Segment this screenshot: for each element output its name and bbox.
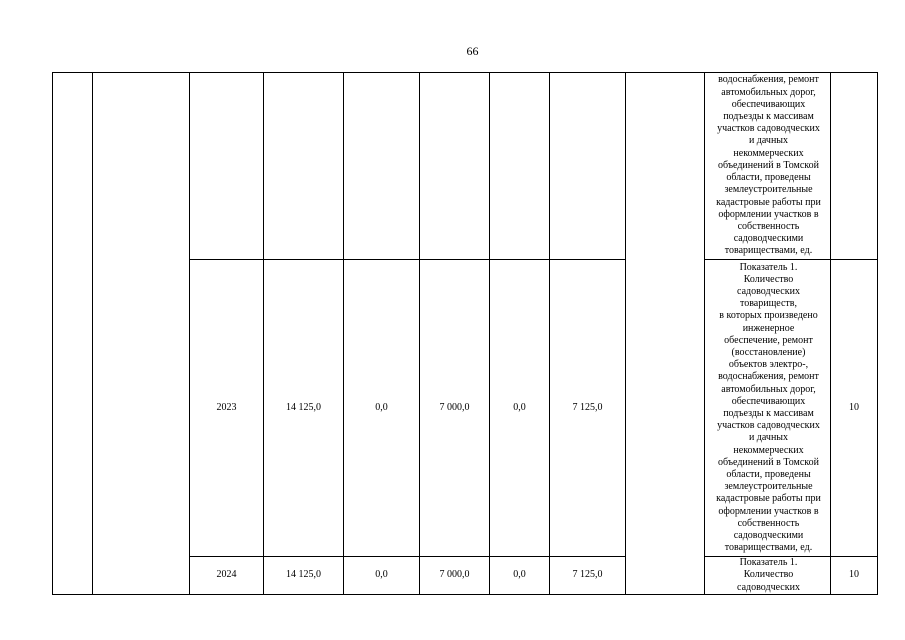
funding-cell: 0,0 [490, 557, 550, 595]
indicator-description: Показатель 1. Количество садоводческих [705, 557, 831, 595]
total-cell: 14 125,0 [264, 557, 344, 595]
funding-cell [420, 73, 490, 260]
funding-cell: 0,0 [490, 260, 550, 557]
indicator-description: водоснабжения, ремонт автомобильных дорог, обеспечивающих подъезды к массивам участков садоводческих и дачных некоммерческих объединений в Томской области, проведены землеустроительные кадастровые работы при оформлении участков в собственность садоводческими товариществами, ед. [705, 73, 831, 260]
funding-cell: 7 125,0 [550, 260, 626, 557]
indicator-description: Показатель 1. Количество садоводческих товариществ, в которых произведено инженерное обеспечение, ремонт (восстановление) объектов электро-, водоснабжения, ремонт автомобильных дорог, обеспечивающих подъезды к массивам участков садоводческих и дачных некоммерческих объединений в Томской области, проведены землеустроительные кадастровые работы при оформлении участков в собственность садоводческими товариществами, ед. [705, 260, 831, 557]
indicator-value [831, 73, 878, 260]
indicator-value: 10 [831, 260, 878, 557]
funding-cell [550, 73, 626, 260]
table-row [53, 73, 878, 260]
total-cell [264, 73, 344, 260]
funding-cell: 7 000,0 [420, 260, 490, 557]
total-cell: 14 125,0 [264, 260, 344, 557]
funding-cell [490, 73, 550, 260]
funding-cell: 0,0 [344, 557, 420, 595]
funding-cell: 7 000,0 [420, 557, 490, 595]
year-cell [190, 73, 264, 260]
executor-cell [626, 73, 705, 595]
page-number: 66 [466, 44, 479, 58]
funding-cell: 7 125,0 [550, 557, 626, 595]
task-cell [93, 73, 190, 595]
year-cell: 2023 [190, 260, 264, 557]
indicator-value: 10 [831, 557, 878, 595]
number-cell [53, 73, 93, 595]
program-table [52, 72, 878, 595]
funding-cell [344, 73, 420, 260]
year-cell: 2024 [190, 557, 264, 595]
funding-cell: 0,0 [344, 260, 420, 557]
